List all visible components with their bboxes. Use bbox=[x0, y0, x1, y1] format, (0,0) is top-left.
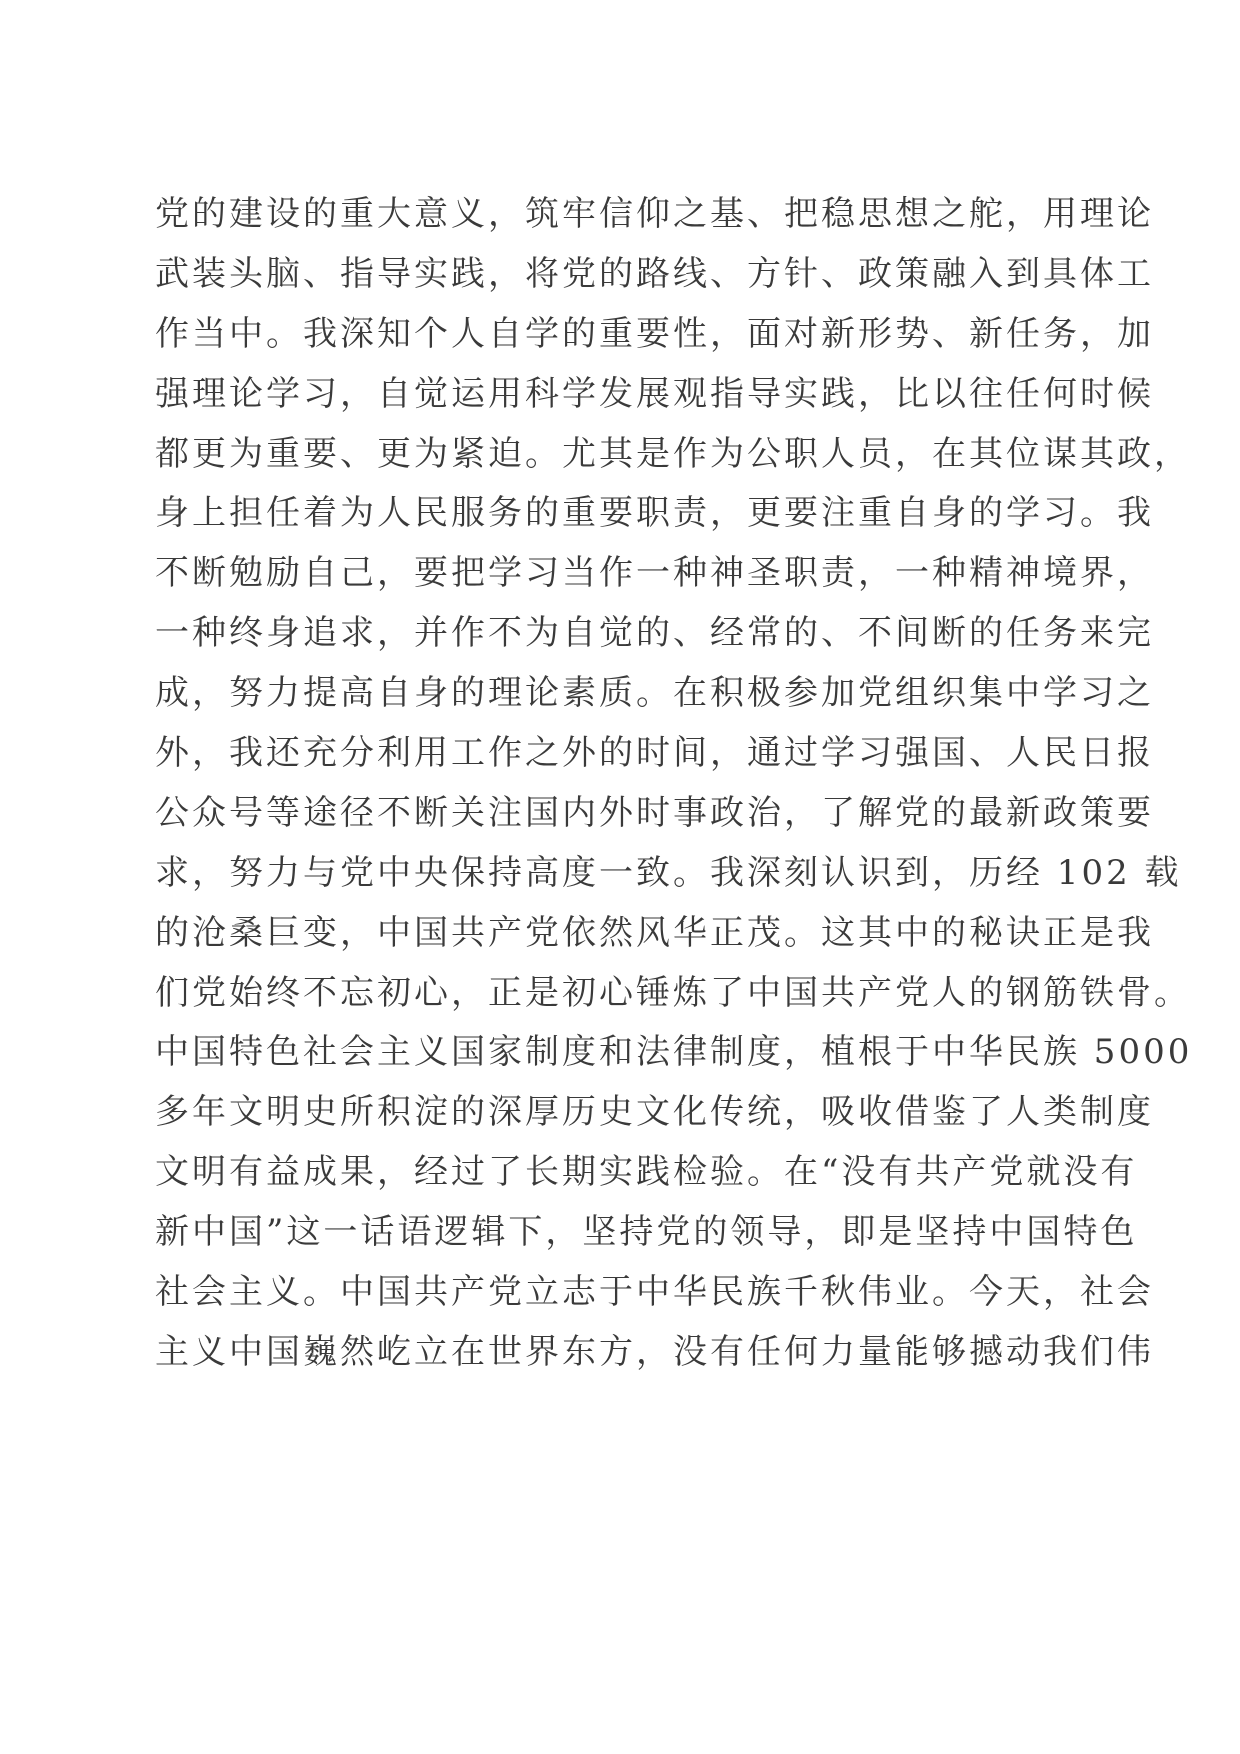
text-line: 成，努力提高自身的理论素质。在积极参加党组织集中学习之 bbox=[155, 673, 1154, 714]
text-line: 一种终身追求，并作不为自觉的、经常的、不间断的任务来完 bbox=[155, 613, 1154, 654]
text-line: 公众号等途径不断关注国内外时事政治，了解党的最新政策要 bbox=[155, 792, 1154, 833]
text-line: 的沧桑巨变，中国共产党依然风华正茂。这其中的秘诀正是我 bbox=[155, 912, 1154, 953]
text-line: 强理论学习，自觉运用科学发展观指导实践，比以往任何时候 bbox=[155, 373, 1154, 414]
body-text bbox=[155, 185, 1193, 1383]
text-line: 文明有益成果，经过了长期实践检验。在“没有共产党就没有 bbox=[155, 1152, 1138, 1193]
text-line: 多年文明史所积淀的深厚历史文化传统，吸收借鉴了人类制度 bbox=[155, 1092, 1154, 1133]
text-line: 作当中。我深知个人自学的重要性，面对新形势、新任务，加 bbox=[155, 313, 1154, 354]
text-line: 都更为重要、更为紧迫。尤其是作为公职人员，在其位谋其政， bbox=[155, 433, 1191, 474]
text-line: 武装头脑、指导实践，将党的路线、方针、政策融入到具体工 bbox=[155, 253, 1154, 294]
text-line: 主义中国巍然屹立在世界东方，没有任何力量能够撼动我们伟 bbox=[155, 1331, 1154, 1372]
text-line: 中国特色社会主义国家制度和法律制度，植根于中华民族 5000 bbox=[155, 1032, 1193, 1073]
text-line: 不断勉励自己，要把学习当作一种神圣职责，一种精神境界， bbox=[155, 553, 1154, 594]
text-line: 们党始终不忘初心，正是初心锤炼了中国共产党人的钢筋铁骨。 bbox=[155, 972, 1191, 1013]
text-line: 社会主义。中国共产党立志于中华民族千秋伟业。今天，社会 bbox=[155, 1272, 1154, 1313]
text-line: 身上担任着为人民服务的重要职责，更要注重自身的学习。我 bbox=[155, 493, 1154, 534]
text-line: 求，努力与党中央保持高度一致。我深刻认识到，历经 102 载 bbox=[155, 852, 1182, 893]
text-line: 新中国”这一话语逻辑下，坚持党的领导，即是坚持中国特色 bbox=[155, 1212, 1138, 1253]
text-line: 外，我还充分利用工作之外的时间，通过学习强国、人民日报 bbox=[155, 733, 1154, 774]
text-line: 党的建设的重大意义，筑牢信仰之基、把稳思想之舵，用理论 bbox=[155, 194, 1154, 234]
